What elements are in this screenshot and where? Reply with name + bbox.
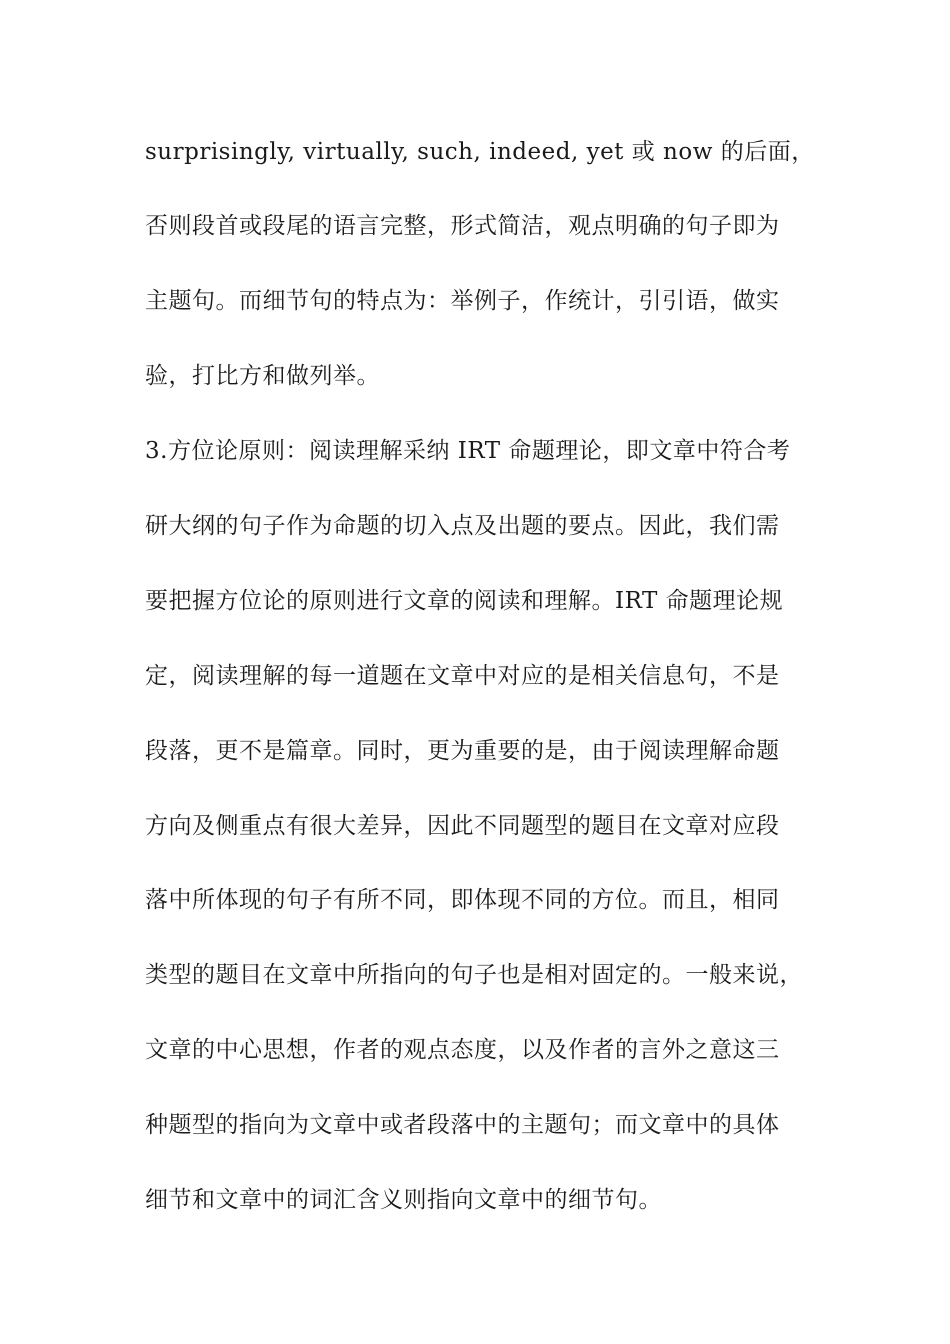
text-line: 种题型的指向为文章中或者段落中的主题句；而文章中的具体 [145, 1112, 780, 1138]
text-line: 定，阅读理解的每一道题在文章中对应的是相关信息句，不是 [145, 663, 780, 689]
text-line: 落中所体现的句子有所不同，即体现不同的方位。而且，相同 [145, 887, 780, 913]
text-line: 研大纲的句子作为命题的切入点及出题的要点。因此，我们需 [145, 513, 780, 539]
text-line: 验，打比方和做列举。 [145, 363, 380, 389]
text-line: 细节和文章中的词汇含义则指向文章中的细节句。 [145, 1187, 662, 1213]
text-line: 要把握方位论的原则进行文章的阅读和理解。IRT 命题理论规 [145, 588, 784, 614]
text-line: 主题句。而细节句的特点为：举例子，作统计，引引语，做实 [145, 288, 780, 314]
text-line: 文章的中心思想，作者的观点态度，以及作者的言外之意这三 [145, 1037, 780, 1063]
text-line: surprisingly, virtually, such, indeed, yet 或 now 的后面， [145, 139, 815, 165]
text-line: 3.方位论原则：阅读理解采纳 IRT 命题理论，即文章中符合考 [145, 438, 791, 464]
text-line: 类型的题目在文章中所指向的句子也是相对固定的。一般来说， [145, 962, 803, 988]
text-line: 段落，更不是篇章。同时，更为重要的是，由于阅读理解命题 [145, 738, 780, 764]
text-line: 方向及侧重点有很大差异，因此不同题型的题目在文章对应段 [145, 813, 780, 839]
text-line: 否则段首或段尾的语言完整，形式简洁，观点明确的句子即为 [145, 213, 780, 239]
